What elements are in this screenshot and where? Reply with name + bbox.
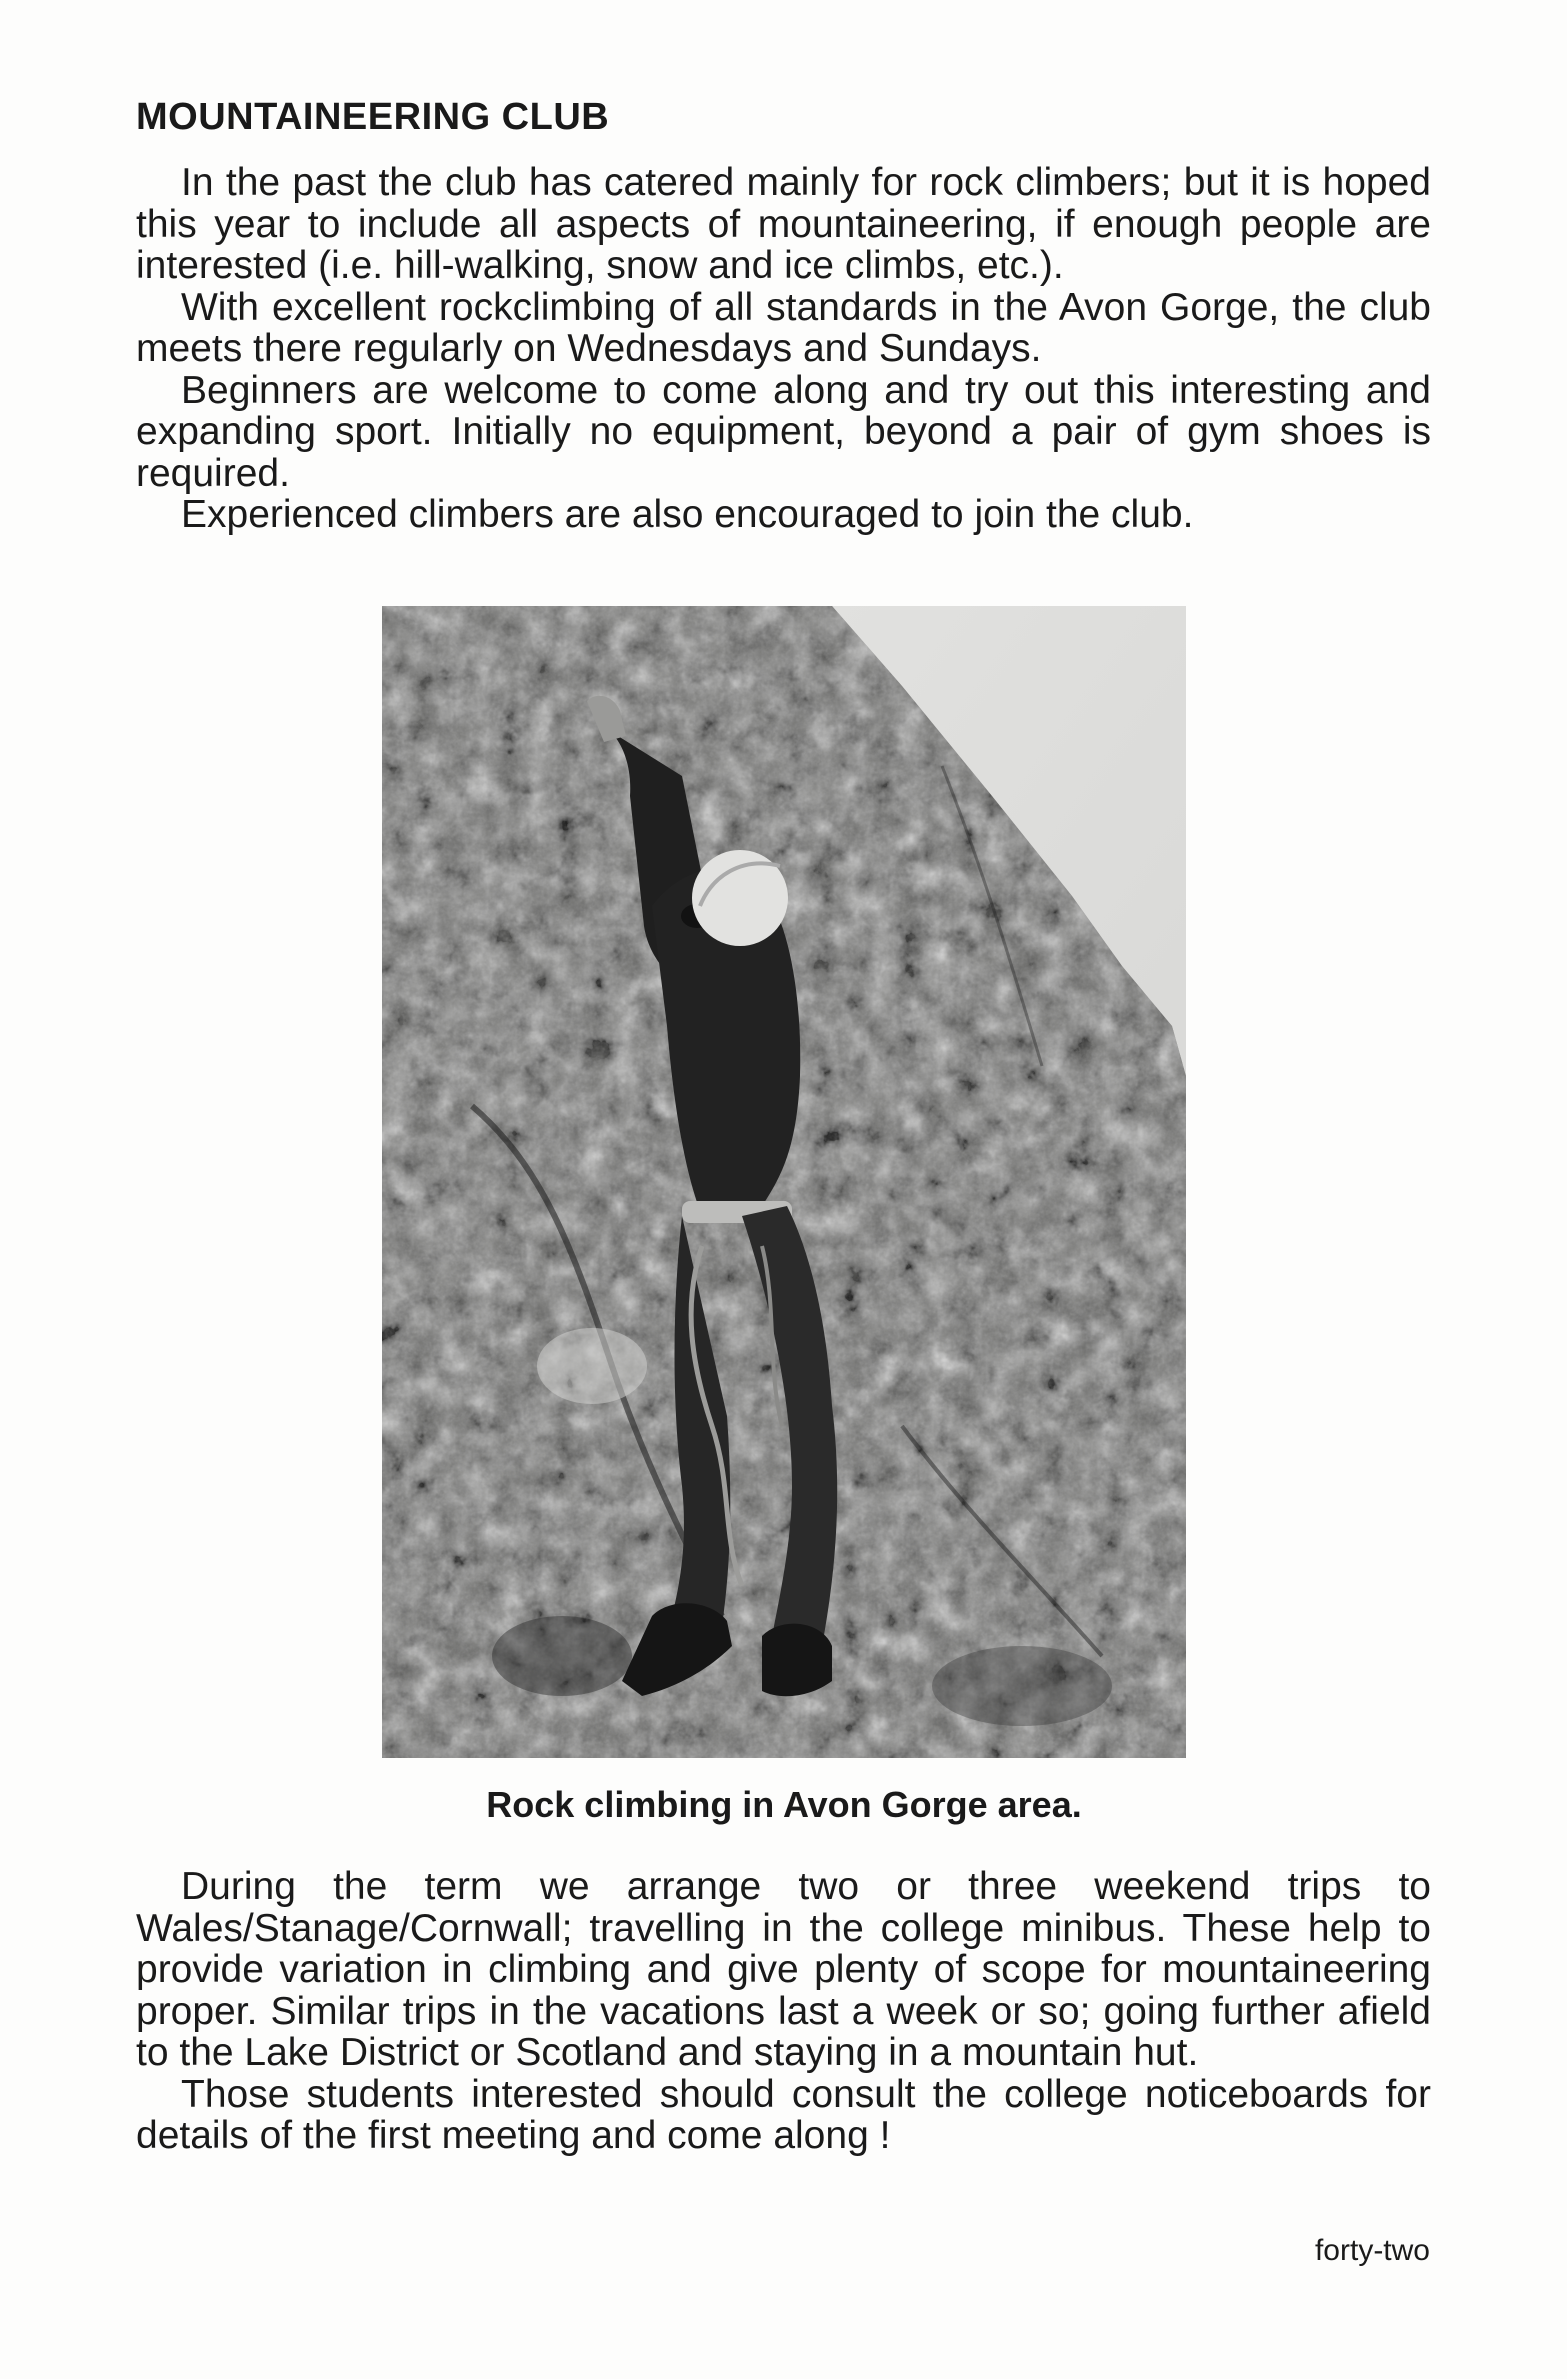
intro-paragraph: With excellent rockclimbing of all standards in the Avon Gorge, the club meets there regularly on Wednesdays and Sundays.: [136, 285, 1431, 370]
trips-paragraph: During the term we arrange two or three weekend trips to Wales/Stanage/Cornwall; travelling in the college minibus. These help to provide variation in climbing and give plenty of scope for mountaineering proper. Similar trips in the vacations last a week or so; going further afield to the Lake District or Scotland and staying in a mountain hut.: [136, 1865, 1431, 2074]
page-number: forty-two: [1314, 2234, 1430, 2267]
photo-caption: Rock climbing in Avon Gorge area.: [486, 1784, 1082, 1825]
trips-paragraph: Those students interested should consult the college noticeboards for details of the first meeting and come along !: [136, 2072, 1431, 2157]
intro-paragraph: Experienced climbers are also encouraged to join the club.: [181, 493, 1194, 536]
climbing-photo: [382, 606, 1186, 1758]
intro-text: [136, 162, 1431, 536]
page-heading: MOUNTAINEERING CLUB: [136, 96, 610, 138]
trips-text: [136, 1866, 1431, 2157]
intro-paragraph: Beginners are welcome to come along and try out this interesting and expanding sport. Initially no equipment, beyond a pair of gym shoes is required.: [136, 368, 1431, 495]
intro-paragraph: In the past the club has catered mainly for rock climbers; but it is hoped this year to include all aspects of mountaineering, if enough people are interested (i.e. hill-walking, snow and ice climbs, etc.).: [136, 161, 1431, 287]
